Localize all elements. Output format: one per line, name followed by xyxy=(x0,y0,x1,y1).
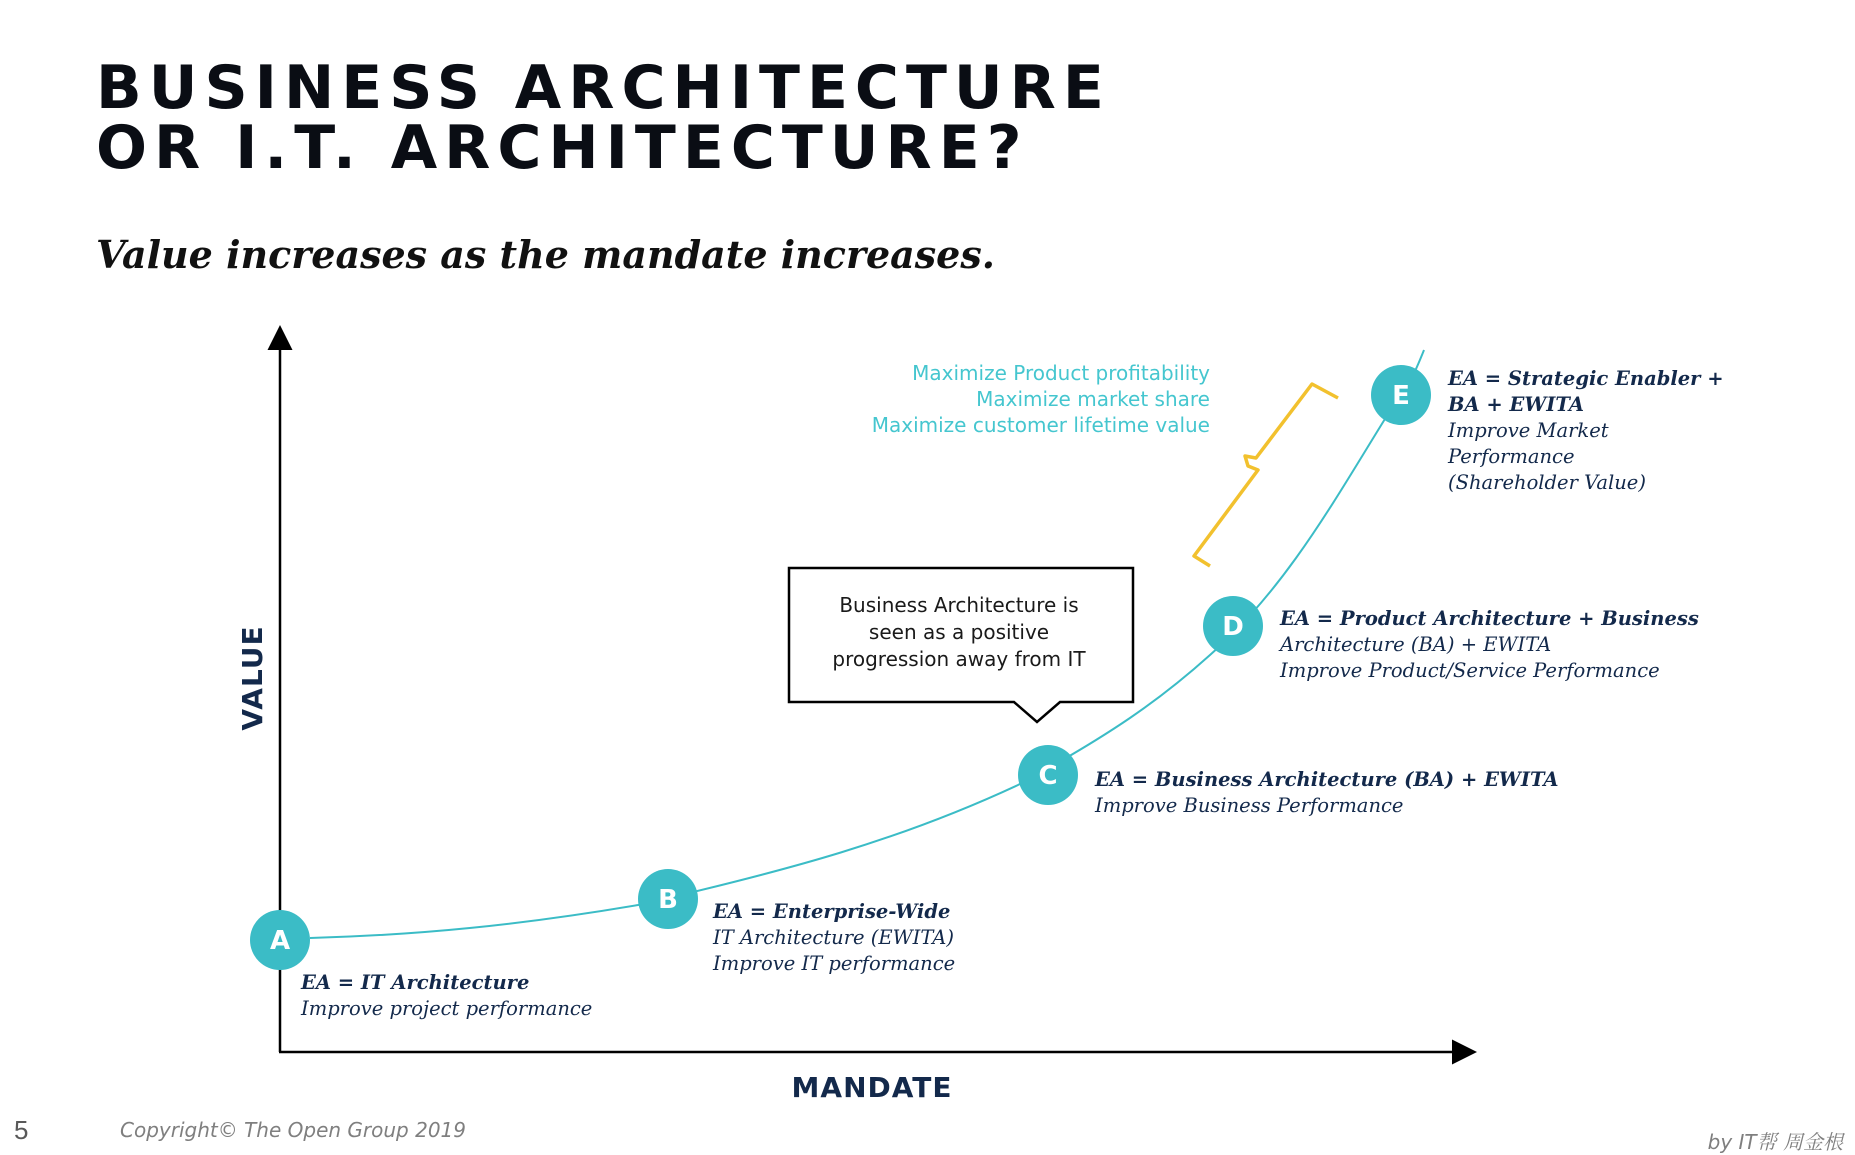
page-number: 5 xyxy=(14,1115,29,1145)
stage-marker-a xyxy=(250,910,310,970)
stage-e-description xyxy=(1448,366,1724,496)
stage-d-line-2: Improve Product/Service Performance xyxy=(1280,659,1660,682)
stage-b-line-1: IT Architecture (EWITA) xyxy=(713,926,954,949)
copyright-notice: Copyright© The Open Group 2019 xyxy=(120,1118,466,1142)
callout-line-1: Business Architecture is xyxy=(839,593,1079,617)
stage-marker-b xyxy=(638,869,698,929)
callout-line-2: seen as a positive xyxy=(868,620,1050,644)
slide-subtitle: Value increases as the mandate increases. xyxy=(96,232,995,277)
stage-a-description xyxy=(301,970,592,1022)
stage-a-heading: EA = IT Architecture xyxy=(301,971,530,994)
stage-c-heading: EA = Business Architecture (BA) + EWITA xyxy=(1095,768,1559,791)
stage-letter-b: B xyxy=(658,885,678,915)
x-axis-label: MANDATE xyxy=(791,1071,953,1104)
stage-d-heading: EA = Product Architecture + Business xyxy=(1280,607,1699,630)
stage-c-line-1: Improve Business Performance xyxy=(1095,794,1404,817)
stage-c-description xyxy=(1095,767,1559,819)
stage-letter-a: A xyxy=(269,926,291,956)
stage-marker-c xyxy=(1018,745,1078,805)
stage-b-line-2: Improve IT performance xyxy=(713,952,956,975)
stage-marker-e xyxy=(1371,365,1431,425)
stage-a-line-1: Improve project performance xyxy=(301,997,593,1020)
stage-b-heading: EA = Enterprise-Wide xyxy=(713,900,951,923)
stage-e-line-3: Performance xyxy=(1448,445,1575,468)
goal-item-2: Maximize market share xyxy=(976,387,1210,411)
slide-title-line-2: OR I.T. ARCHITECTURE? xyxy=(96,113,1029,183)
stage-e-line-2: Improve Market xyxy=(1448,419,1609,442)
stage-letter-e: E xyxy=(1392,381,1410,411)
y-axis-label: VALUE xyxy=(236,625,269,731)
stage-d-line-1: Architecture (BA) + EWITA xyxy=(1280,633,1552,656)
callout-text xyxy=(790,592,1128,673)
callout-line-3: progression away from IT xyxy=(832,647,1086,671)
stage-marker-d xyxy=(1203,596,1263,656)
goal-item-1: Maximize Product profitability xyxy=(912,361,1210,385)
goal-bracket xyxy=(1194,384,1338,566)
stage-letter-c: C xyxy=(1038,761,1058,791)
stage-b-description xyxy=(713,899,955,977)
author-credit: by IT帮 周金根 xyxy=(1707,1130,1843,1154)
goal-list xyxy=(872,360,1210,438)
stage-letter-d: D xyxy=(1222,612,1244,642)
slide-title-line-1: BUSINESS ARCHITECTURE xyxy=(96,53,1111,123)
stage-e-line-4: (Shareholder Value) xyxy=(1448,471,1646,494)
stage-e-line-1: BA + EWITA xyxy=(1448,393,1584,416)
stage-d-description xyxy=(1280,606,1699,684)
stage-e-heading: EA = Strategic Enabler + xyxy=(1448,367,1724,390)
goal-item-3: Maximize customer lifetime value xyxy=(871,413,1210,437)
